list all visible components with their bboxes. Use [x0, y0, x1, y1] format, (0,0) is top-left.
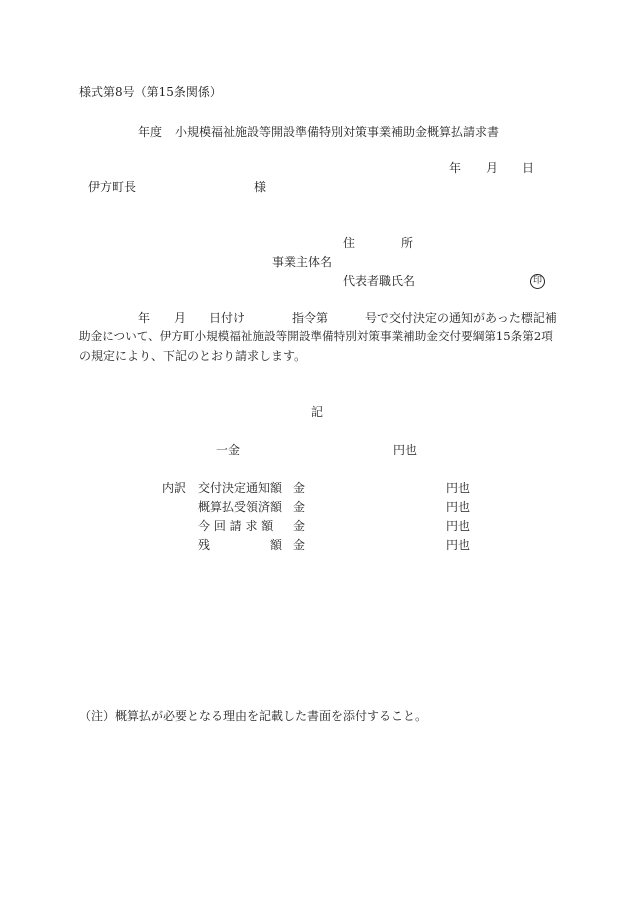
body-day: 日付け	[209, 311, 246, 325]
body-line1-rest: 号で交付決定の通知があった標記補	[365, 311, 557, 325]
breakdown-row-kin: 金	[293, 481, 306, 495]
breakdown-row-label: 交付決定通知額	[198, 481, 283, 495]
applicant-address-label-b: 所	[401, 236, 414, 250]
breakdown-row-unit: 円也	[446, 538, 471, 552]
addressee-name: 伊方町長	[88, 180, 137, 194]
applicant-representative-label: 代表者職氏名	[343, 274, 416, 288]
seal-mark-icon: 印	[530, 274, 545, 289]
note-label: （注）	[79, 709, 116, 723]
addressee-honorific: 様	[254, 180, 267, 194]
note-text: 概算払が必要となる理由を記載した書面を添付すること。	[115, 709, 428, 723]
total-label: 一金	[216, 443, 241, 457]
breakdown-row-unit: 円也	[446, 481, 471, 495]
date-year: 年	[449, 161, 462, 175]
date-day: 日	[522, 161, 535, 175]
breakdown-row-unit: 円也	[446, 500, 471, 514]
body-order-number: 指令第	[292, 311, 329, 325]
breakdown-heading: 内訳	[162, 481, 187, 495]
breakdown-row-kin: 金	[293, 500, 306, 514]
breakdown-row-label: 概算払受領済額	[198, 500, 283, 514]
total-unit: 円也	[393, 443, 418, 457]
body-line3: の規定により、下記のとおり請求します。	[79, 349, 307, 363]
applicant-address-label-a: 住	[343, 236, 356, 250]
record-heading: 記	[311, 405, 324, 419]
form-number: 様式第8号（第15条関係）	[79, 85, 222, 99]
applicant-entity-label: 事業主体名	[272, 255, 333, 269]
breakdown-row-kin: 金	[293, 519, 306, 533]
document-title: 小規模福祉施設等開設準備特別対策事業補助金概算払請求書	[175, 125, 500, 139]
body-line2: 助金について、伊方町小規模福祉施設等開設準備特別対策事業補助金交付要綱第15条第2項	[79, 329, 553, 343]
breakdown-row-label: 今 回 請 求 額	[198, 519, 274, 533]
date-month: 月	[486, 161, 499, 175]
breakdown-row-unit: 円也	[446, 519, 471, 533]
title-year: 年度	[138, 125, 163, 139]
body-month: 月	[174, 311, 187, 325]
breakdown-row-kin: 金	[293, 538, 306, 552]
body-year: 年	[138, 311, 151, 325]
breakdown-row-label: 残 額	[198, 538, 283, 552]
